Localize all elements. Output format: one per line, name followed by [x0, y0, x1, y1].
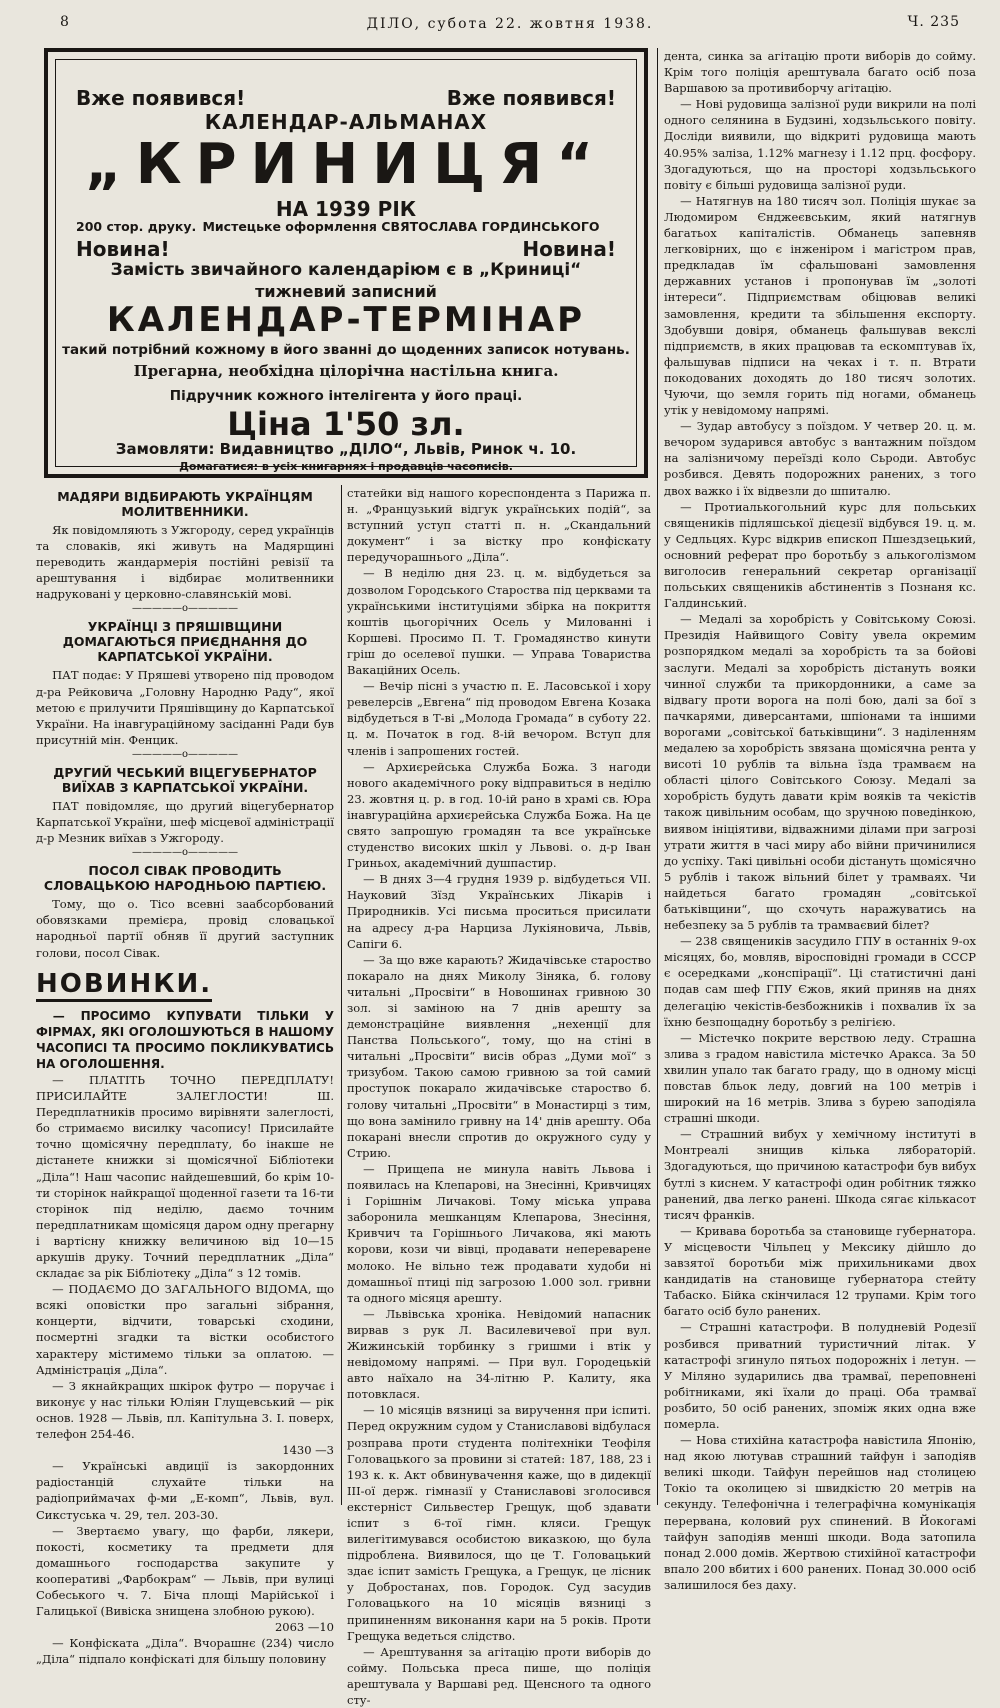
ad-paints: — Звертаємо увагу, що фарби, лякери, покості, косметику та предмети для домашнього господарства закупите у кооперативі „Фарбокрам“ — Львів, при вулиці Собеського ч. 7. Біча площі Марійської і Галицької (Вивіска знищена злобною рукою). — [36, 1523, 334, 1619]
article-pryashiv: ПАТ подає: У Пряшеві утворено під проводом д-ра Рейковича „Головну Народню Раду“, якої метою є прилучити Пряшівщину до Карпатської України. На інавгураційному засіданні Ради був присутній мін. Фенцик. — [36, 668, 334, 747]
news-confiscation: — Конфіската „Діла“. Вчорашнє (234) число „Діла“ підпало конфіскаті для більшу половину — [36, 1636, 334, 1667]
ad-novelty-right: Новина! — [522, 237, 616, 261]
column-rule-2 — [657, 48, 658, 1505]
ad-radio: — Українські авдиції із закордонних радіостанцій слухайте тільки на радіоприймачах ф-ми „Е-комп“, Львів, вул. Сикстуська ч. 29, тел. 203-30. — [36, 1459, 334, 1522]
ad-announce-right: Вже появився! — [446, 86, 616, 110]
ad-title: „КРИНИЦЯ“ — [84, 132, 608, 197]
news-liturgy: — Архиєрейська Служба Божа. З нагоди нового академічного року відправиться в неділю 23. жовтня ц. р. в год. 10-ій рано в храмі св. Юра інавгураційна архиєрейська Служба Божа. На це свято запрошую громадян та все українське студенство високих шкіл у Львові. о. д-р Іван Гриньох, академічний душпастир. — [347, 759, 651, 871]
ad-pages: 200 стор. друку. — [76, 219, 197, 234]
ad-book: Прегарна, необхідна цілорічна настільна книга. — [133, 362, 559, 380]
news-soviet-medals: — Медалі за хоробрість у Совітському Союзі. Президія Найвищого Совіту увела окремим розпорядком медалі за хоробрість та за бойові заслуги. Медалі за хоробрість дістануть вояки чинної служби та прикордонники, а саме за відвагу проти ворога на полі бою, далі за бої з пачкарями, диверсантами, шпіонами та іншими ворогами „совітської батьківщини“. З наділенням медалею за хоробрість звязана щомісячна рента у висоті 10 рублів та вільна їзда трамваєм на області цілого Совітського Союзу. Медалі за хоробрість будуть давати крім вояків та чекістів також цивільним особам, що зручною поведінкою, виявом ініціятиви, відважними ділами при загрозі утрати життя в часі миру або війни причинилися до успіху. Такі цивільні особи дістануть щомісячно 5 рублів і також вільний білет у трамваях. Чи найдеться багато громадян „совітської батьківщини“, що схочуть наражуватись на небезпеку за 5 рублів та трамваєвий білет? — [664, 612, 976, 933]
news-catastrophes: — Страшні катастрофи. В полудневій Родезії розбився приватний туристичний літак. У катастрофі згинуло пятьох подорожніх і летун. — У Міляно зударились два трамваї, переповнені робітниками, які їхали до праці. Оба трамваї розбито, 50 осіб ранених, зпоміж яких одна вже померла. — [664, 1320, 976, 1431]
ad-price: Ціна 1'50 зл. — [227, 405, 465, 443]
news-typhoon: — Нова стихійна катастрофа навістила Японію, над якою лютував страшний тайфун і заподіяв великі шкоди. Тайфун перейшов над столицею Токіо та околицею зі швидкістю 20 метрів на секунду. Телефонічна і телеграфічна комунікація перервана, коловий рух спинений. В Йокогамі тайфун заподіяв менші шкоди. Вода затопила понад 2.000 домів. Жертвою стихійної катастрофи впало 200 вбитих і 600 ранених. Понад 30.000 осіб залишилося без даху. — [664, 1433, 976, 1592]
news-iron-ore: — Нові рудовища залізної руди викрили на полі одного селянина в Будзині, ходзьльського повіту. Досліди виявили, що відкриті рудовища мають 40.95% заліза, 1.12% магнезу і 1.12 прц. фосфору. Здогадуються, що на просторі ходзьльського повіту є більші рудовища залізної руди. — [664, 97, 976, 192]
news-collection: — В неділю дня 23. ц. м. відбудеться за дозволом Городського Староства під церквами та українськими інституціями збірка на покриття коштів цьогорічних Осель у Милованні і Коршеві. Просимо П. Т. Громадянство кинути гріш до оселевої пушки. — Управа Товариства Вакаційних Осель. — [347, 566, 651, 678]
notice-buy-advertisers: — ПРОСИМО КУПУВАТИ ТІЛЬКИ У ФІРМАХ, ЯКІ ОГОЛОШУЮТЬСЯ В НАШОМУ ЧАСОПИСІ ТА ПРОСИМО ПОКЛИКУВАТИСЬ НА ОГОЛОШЕННЯ. — [36, 1008, 334, 1071]
article-divider: —————o————— — [131, 847, 239, 859]
column-rule-1 — [341, 485, 342, 1505]
ad-instead: Замість звичайного календаріюм є в „Криниці“ — [110, 260, 582, 280]
ad-design: Мистецьке оформлення СВЯТОСЛАВА ГОРДИНСЬКОГО — [202, 219, 600, 234]
news-punishment: — За що вже карають? Жидачівське староство покарало на днях Миколу Зіняка, б. голову читальні „Просвіти“ в Новошинах гривною 30 зол. зі заміною на 7 днів арешту за демонстраційне виявлення „нехенції для Панства Польського“, тому, що на стіні в читальні „Просвіти“ висів образ „Думи мої“ з тризубом. Такою самою гривною за той самий проступок покарало жидачівське староство б. голову читальні „Просвіти“ в Монастирці з тим, що вона замінило гривну на 14' днів арешту. Оба покарані внесли спротив до окружного суду у Стрию. — [347, 952, 651, 1160]
notice-general: — ПОДАЄМО ДО ЗАГАЛЬНОГО ВІДОМА, що всякі оповістки про загальні зібрання, концерти, відчити, товарські сходини, посмертні згадки та вістки особистого характеру містимемо тільки за оплатою. — Адміністрація „Діла“. — [36, 1282, 334, 1377]
headline-sivak: ПОСОЛ СІВАК ПРОВОДИТЬ СЛОВАЦЬКОЮ НАРОДНЬОЮ ПАРТІЄЮ. — [43, 863, 327, 894]
article-continuation: статейки від нашого кореспондента з Парижа п. н. „Французький відгук українських подій“, за вступний уступ статті п. н. „Скандальний документ“ і за вістку про конфіскату передучорашнього „Діла“. — [347, 486, 651, 565]
news-ice-town: — Містечко покрите верствою леду. Страшна злива з градом навістила містечко Аракса. За 50 хвилин упало так багато граду, що в одному місці повстав бльок леду, довгий на 100 метрів і широкий на 16 метрів. Злива з бурею заподіяла страшні шкоди. — [664, 1030, 976, 1126]
article-divider: —————o————— — [131, 603, 239, 615]
page-header — [60, 12, 960, 38]
article-vicegovernor: ПАТ повідомляє, що другий віцегубернатор Карпатської України, шеф місцевої адміністрації д-р Мезник виїхав з Ужгороду. — [36, 798, 335, 846]
ad-order: Замовляти: Видавництво „ДІЛО“, Львів, Ринок ч. 10. — [115, 440, 577, 458]
news-song-evening: — Вечір пісні з участю п. Е. Ласовської і хору ревелерсів „Евгена“ під проводом Евгена Козака відбудеться в Т-ві „Молода Громада“ в суботу 22. ц. м. Початок в год. 8-ій вечором. Вступ для членів і запрошених гостей. — [347, 679, 651, 758]
headline-magyars: МАДЯРИ ВІДБИРАЮТЬ УКРАЇНЦЯМ МОЛИТВЕННИКИ. — [57, 489, 313, 519]
news-swindler: — Натягнув на 180 тисяч зол. Поліція шукає за Людомиром Єнджеєвським, який натягнув багатьох капіталістів. Обманець запевняв легковірних, що є інженіром і магістром прав, предкладав їм сфальшовані замовлення державних установ і пропонував їм „золоті інтереси“. Підприємствам обіцював великі замовлення, кредити та збільшення експорту. Здобувши довіря, обманець фальшував векслі підприємств, в яких працював та ескомптував їх, фальшував підписи на чеках і т. п. Втрати покодованих доходять до 180 тисяч золотих. Чуючи, що земля горить під ногами, обманець утік у невідомому напрямі. — [664, 193, 976, 418]
news-arrests: — Арештування за агітацію проти виборів до сойму. Польська преса пише, що поліція арештувала у Варшаві ред. Щенсного та одного сту- — [347, 1644, 651, 1708]
news-medical-congress: — В днях 3—4 грудня 1939 р. відбудеться VII. Науковий Зїзд Українських Лікарів і Природників. Усі письма проситься присилати на адресу д-ра Нарциза Лукіяновича, Львів, Сапіги 6. — [347, 872, 651, 951]
column-left — [36, 485, 335, 1667]
column-middle — [347, 485, 651, 1708]
ad-paints-code: 2063 —10 — [274, 1620, 334, 1635]
news-lviv-chronicle: — Львівська хроніка. Невідомий напасник вирвав з рук Л. Василевичевої при вул. Жижинській торбинку з гришми і втік у невідомому напрямі. — При вул. Городецькій авто наїхало на 34-літню Р. Калиту, яка потовклася. — [347, 1306, 651, 1402]
ad-novelty-left: Новина! — [76, 237, 170, 261]
article-magyars: Як повідомляють з Ужгороду, серед українців та словаків, які живуть на Мадярщині переводить жандармерія постійні ревізії та арештування і відбирає молитвенники надруковані у церковно-славянській мові. — [36, 523, 334, 602]
ad-almanac: КАЛЕНДАР-АЛЬМАНАХ — [204, 110, 488, 134]
news-epidemic: — Прищепа не минула навіть Львова і появилась на Клепарові, на Знесінні, Кривчицях і Горішнім Личакові. Тому міська управа заборонила мешканцям Клепарова, Знесіння, Кривчич та Горішнього Личакова, які мають корови, кози чи вівці, продавати непереварене молоко. Не вільно теж продавати худоби ні домашньої птиці під загрозою 1.000 зол. гривни та одного місяця арешту. — [347, 1161, 651, 1305]
news-antialcohol-course: — Протиалькогольний курс для польських священиків підляшської дієцезії відбувся 19. ц. м. у Седльцях. Курс відкрив епископ Пшездзецький, основний реферат про боротьбу з алькоголізмом виголосив генеральний секретар організації польських священиків абстинентів з Познаня кс. Галдинський. — [664, 499, 976, 611]
article-continuation: дента, синка за агітацію проти виборів до сойму. Крім того поліція арештувала багато осіб поза Варшавою за противиборчу агітацію. — [664, 49, 976, 96]
article-sivak: Тому, що о. Тісо всевні заабсорбований обовязками премієра, провід словацької народньої партії обняв її другий заступник голови, посол Сівак. — [36, 897, 334, 960]
headline-vicegovernor: ДРУГИЙ ЧЕСЬКИЙ ВІЦЕГУБЕРНАТОР ВИЇХАВ З КАРПАТСЬКОЇ УКРАЇНИ. — [53, 764, 317, 795]
news-exam-fraud: — 10 місяців вязниці за виручення при іспиті. Перед окружним судом у Станиславові відбулася розправа проти студента політехніки Теофіля Головацького за провини зі статей: 187, 188, 23 і 193 к. к. Акт обвинувачення каже, що в дидекції ІІІ-ої держ. гімназії у Станиславові зголосився екстерніст Сильвестер Грещук, щоб здавати іспит з 6-тої гімн. кляси. Грещук вилегітимувався особистою виказкою, що була підроблена. Виявилося, що це Т. Головацький здає іспит замість Грещука, а Грещук, це лісник у Добростанах, пов. Городок. Суд засудив Головацького на 10 місяців вязниці з припиненням виконання кари на 5 років. Проти Грещука ведеться слідство. — [347, 1403, 651, 1643]
ad-weekly: тижневий записний — [255, 282, 437, 301]
issue-number: Ч. 235 — [907, 14, 960, 30]
ad-handbook: Підручник кожного інтелігента у його праці. — [169, 388, 523, 404]
ad-terminar: КАЛЕНДАР-ТЕРМІНАР — [106, 300, 586, 340]
news-explosion: — Страшний вибух у хемічному інституті в Монтреалі знищив кілька лябораторій. Здогадуються, що причиною катастрофи був вибух бутлі з киснем. У катастрофі один робітник тяжко ранений, два легко ранені. Шкода сягає кількасот тисяч франків. — [664, 1127, 976, 1222]
ad-needed: такий потрібний кожному в його званні до щоденних записок нотувань. — [62, 342, 630, 358]
news-governor-fight: — Кривава боротьба за становище губернатора. У місцевости Чільпец у Мексику дійшло до завзятої боротьби між прихильниками двох кандидатів на становище губернатора стейту Табаско. Бійка скінчилася 12 трупами. Крім того багато осіб було ранених. — [664, 1223, 976, 1319]
column-right — [664, 48, 976, 1592]
ad-furs: — З якнайкращих шкірок футро — поручає і виконує у нас тільки Юліян Глущевський — рік основ. 1928 — Львів, пл. Капітульна 3. І. поверх, телефон 254-46. — [36, 1378, 334, 1442]
ad-year: НА 1939 РІК — [275, 197, 417, 221]
notice-subscription: — ПЛАТІТЬ ТОЧНО ПЕРЕДПЛАТУ! ПРИСИЛАЙТЕ ЗАЛЕГЛОСТИ! Ш. Передплатників просимо вирівняти залеглості, бо стримаємо висилку часопису! Присилайте точно щомісячну передплату, бо інакше не дістанете книжки зі щомісячної Бібліотеки „Діла“! Наш часопис найдешевший, бо крім 10-ти сторінок найкращої щоденної газети та 16-ти сторінок під неділю, даємо точним передплатникам щомісяця даром одну прегарну і вартісну книжку величиною від 10—15 аркушів друку. Точний передплатник „Діла“ складає за рік Бібліотеку „Діла“ з 12 томів. — [36, 1072, 334, 1281]
news-section-heading: НОВИНКИ. — [36, 969, 212, 1002]
article-divider: —————o————— — [131, 748, 239, 760]
masthead-line: ДІЛО, субота 22. жовтня 1938. — [366, 16, 654, 32]
headline-pryashiv: УКРАЇНЦІ З ПРЯШІВЩИНИ ДОМАГАЮТЬСЯ ПРИЄДНАННЯ ДО КАРПАТСЬКОЇ УКРАЇНИ. — [62, 619, 308, 665]
calendar-advertisement — [44, 48, 648, 478]
news-priests-sentenced: — 238 священиків засудило ГПУ в останніх 9-ох місяцях, бо, мовляв, віросповідні громади в СССР є осередками „конспірації“. Ці статистичні дані подав сам шеф ГПУ Єжов, який приняв на днях делегацію чекістів-безбожників і похвалив їх за їхню безпощадну боротьбу з релігією. — [664, 934, 976, 1029]
ad-announce-left: Вже появився! — [76, 86, 246, 110]
news-bus-collision: — Зудар автобусу з поїздом. У четвер 20. ц. м. вечором зударився автобус з вантажним поїздом на залізничому переїзді коло Сьроди. Автобус розбився. Девять подорожних ранених, з того двох важко і їх відвезли до шпиталю. — [664, 419, 976, 498]
page-number: 8 — [60, 14, 70, 30]
ad-furs-code: 1430 —3 — [282, 1443, 334, 1458]
ad-available: Домагатися: в усіх книгарнях і продавців часописів. — [179, 460, 513, 473]
ad-inner-frame — [55, 59, 637, 473]
